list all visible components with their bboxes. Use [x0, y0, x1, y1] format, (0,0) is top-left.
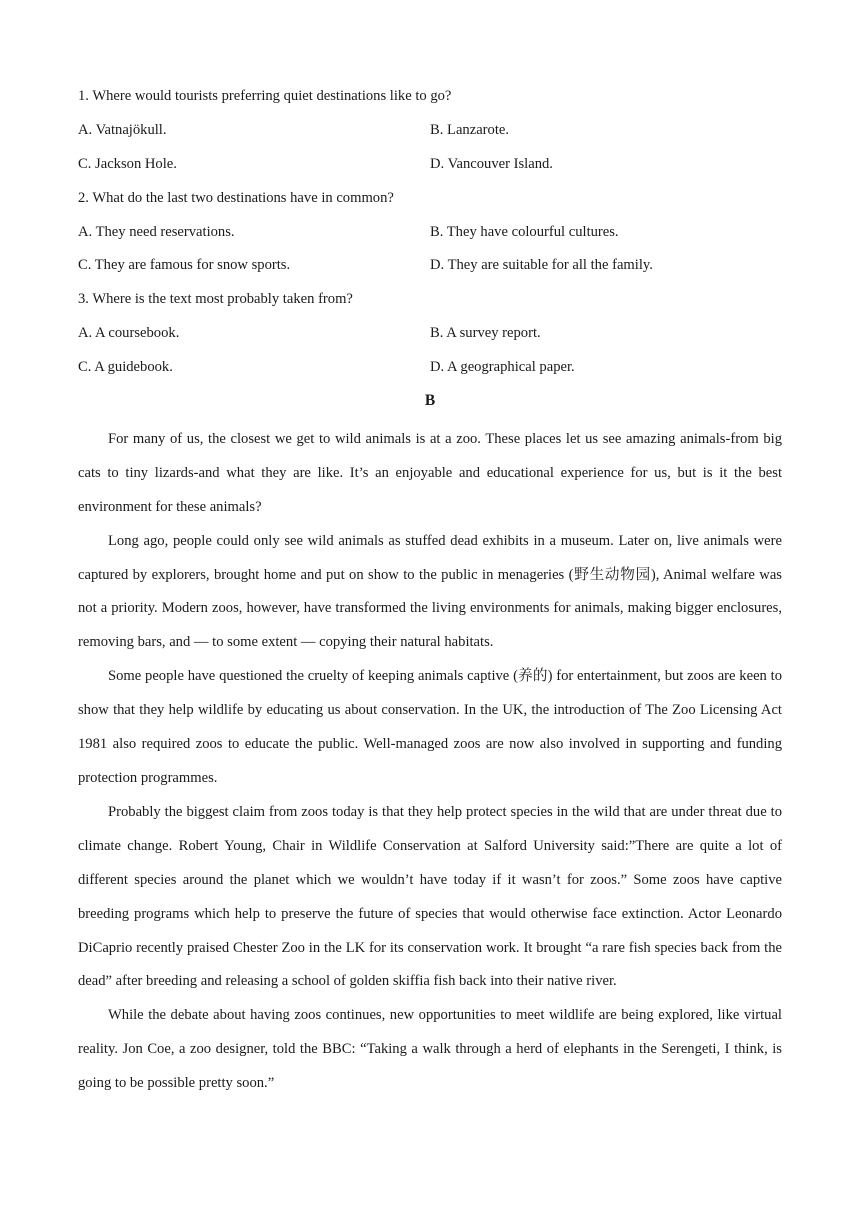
passage-paragraph-4: Probably the biggest claim from zoos today is that they help protect species in the wild that are under threat due to climate change. Robert Young, Chair in Wildlife Conservation at Salford University said:”There are quite a lot of different species around the planet which we wouldn’t have today if it wasn’t for zoos.” Some zoos have captive breeding programs which help to preserve the future of species that would otherwise face extinction. Actor Leonardo DiCaprio recently praised Chester Zoo in the LK for its conservation work. It brought “a rare fish species back from the dead” after breeding and releasing a school of golden skiffia fish back into their native river. [78, 803, 782, 990]
option-a: A. A coursebook. [78, 325, 180, 342]
question-stem: 3. Where is the text most probably taken from? [78, 291, 353, 308]
option-row [78, 152, 782, 186]
option-a: A. Vatnajökull. [78, 121, 167, 138]
document-page [78, 84, 782, 1101]
passage-paragraph-1: For many of us, the closest we get to wild animals is at a zoo. These places let us see amazing animals-from big cats to tiny lizards-and what they are like. It’s an enjoyable and educational experience for us, but is it the best environment for these animals? [78, 430, 782, 515]
option-c: C. A guidebook. [78, 359, 173, 376]
option-row [78, 321, 782, 355]
option-b: B. They have colourful cultures. [430, 223, 619, 240]
option-row [78, 220, 782, 254]
option-row [78, 253, 782, 287]
reading-passage [78, 423, 782, 1101]
section-heading: B [424, 392, 436, 410]
option-d: D. They are suitable for all the family. [430, 257, 653, 274]
question-stem: 2. What do the last two destinations have in common? [78, 189, 394, 206]
passage-paragraph-2: Long ago, people could only see wild animals as stuffed dead exhibits in a museum. Later on, live animals were captured by explorers, brought home and put on show to the public in menageries (野生动物园), Animal welfare was not a priority. Modern zoos, however, have transformed the living environments for animals, making bigger enclosures, removing bars, and — to some extent — copying their natural habitats. [78, 532, 782, 651]
option-a: A. They need reservations. [78, 223, 235, 240]
passage-paragraph-3: Some people have questioned the cruelty of keeping animals captive (养的) for entertainment, but zoos are keen to show that they help wildlife by educating us about conservation. In the UK, the introduction of The Zoo Licensing Act 1981 also required zoos to educate the public. Well-managed zoos are now also involved in supporting and funding protection programmes. [78, 668, 782, 786]
question-1 [78, 84, 782, 186]
option-c: C. They are famous for snow sports. [78, 257, 291, 274]
option-b: B. Lanzarote. [430, 121, 510, 138]
option-d: D. A geographical paper. [430, 359, 575, 376]
passage-paragraph-5: While the debate about having zoos continues, new opportunities to meet wildlife are being explored, like virtual reality. Jon Coe, a zoo designer, told the BBC: “Taking a walk through a herd of elephants in the Serengeti, I think, is going to be possible pretty soon.” [78, 1007, 782, 1092]
option-c: C. Jackson Hole. [78, 155, 177, 172]
option-b: B. A survey report. [430, 325, 541, 342]
question-2 [78, 186, 782, 288]
question-stem: 1. Where would tourists preferring quiet destinations like to go? [78, 88, 452, 104]
option-row [78, 355, 782, 389]
option-d: D. Vancouver Island. [430, 155, 553, 172]
option-row [78, 118, 782, 152]
question-3 [78, 287, 782, 389]
